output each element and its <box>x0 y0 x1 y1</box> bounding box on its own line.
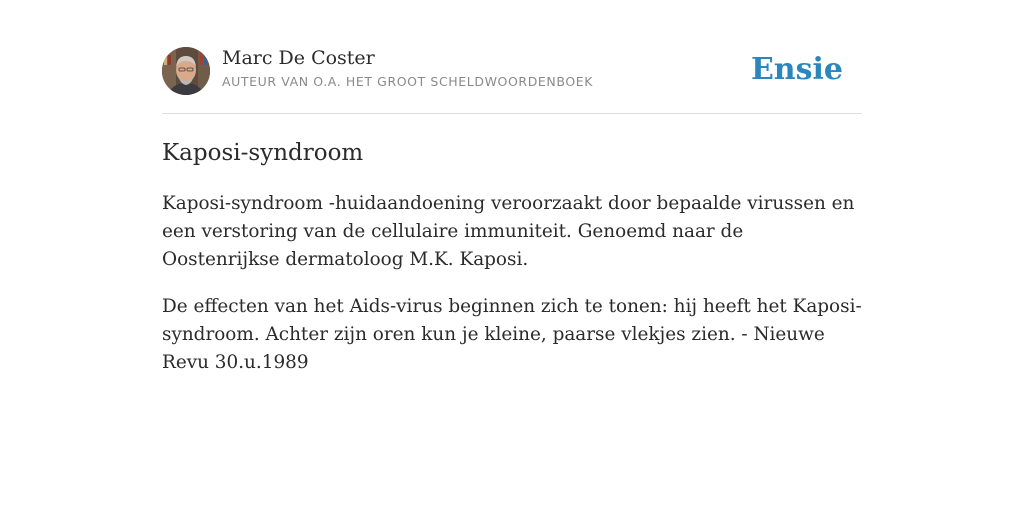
ensie-logo[interactable]: Ensie <box>750 52 843 87</box>
header-divider <box>162 113 862 114</box>
author-subtitle: AUTEUR VAN O.A. HET GROOT SCHELDWOORDENBOEK <box>222 74 594 89</box>
entry-title: Kaposi-syndroom <box>162 140 364 166</box>
quote-paragraph: De effecten van het Aids-virus beginnen zich te tonen: hij heeft het Kaposi-syndroom. Achter zijn oren kun je kleine, paarse vlekjes zien. - Nieuwe Revu 30.u.1989 <box>162 296 862 373</box>
author-avatar[interactable] <box>162 47 210 95</box>
entry-card <box>162 0 862 512</box>
author-header <box>162 46 862 96</box>
definition-paragraph: Kaposi-syndroom -huidaandoening veroorzaakt door bepaalde virussen en een verstoring van de cellulaire immuniteit. Genoemd naar de Oostenrijkse dermatoloog M.K. Kaposi. <box>162 193 855 270</box>
entry-body <box>162 190 862 396</box>
author-portrait-icon <box>162 47 210 95</box>
author-name[interactable]: Marc De Coster <box>222 47 375 69</box>
